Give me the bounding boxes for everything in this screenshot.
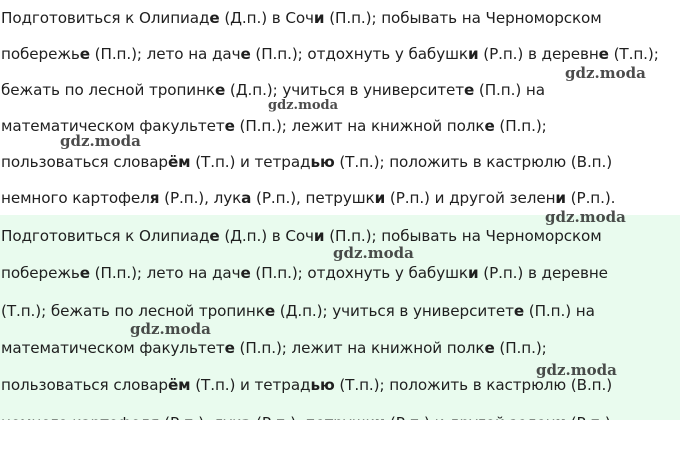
highlighted-ending: ью — [310, 153, 335, 171]
text-segment: (П.п.); отдохнуть у бабушк — [250, 264, 468, 282]
text-segment: (Д.п.) в Соч — [219, 227, 314, 245]
text-segment: (Р.п.). — [565, 189, 616, 207]
watermark: gdz.moda — [536, 361, 617, 379]
highlighted-ending: и — [313, 9, 325, 27]
answer-block-plain — [0, 0, 680, 215]
text-line — [1, 188, 615, 208]
text-segment: Подготовиться к Олипиад — [1, 9, 210, 27]
text-line — [1, 80, 545, 100]
highlighted-ending: ём — [167, 376, 191, 394]
highlighted-ending: е — [214, 81, 226, 99]
highlighted-ending: ём — [167, 153, 191, 171]
text-segment: побережь — [1, 45, 80, 63]
highlighted-ending: е — [463, 81, 475, 99]
highlighted-ending: е — [240, 45, 251, 63]
text-line — [1, 338, 547, 358]
highlighted-ending: я — [149, 189, 160, 207]
text-segment: (Р.п.), петрушк — [251, 189, 375, 207]
text-segment: (П.п.); отдохнуть у бабушк — [250, 45, 468, 63]
text-segment: (П.п.) на — [474, 81, 545, 99]
text-segment: (Р.п.) в деревне — [478, 264, 608, 282]
text-segment: немного картофел — [1, 189, 150, 207]
text-segment: (Т.п.); положить в кастрюлю (В.п.) — [334, 376, 613, 394]
text-segment: (Р.п.) и другой зелен — [385, 189, 556, 207]
highlighted-ending: е — [209, 9, 220, 27]
watermark: gdz.moda — [268, 98, 339, 113]
highlighted-ending: е — [264, 302, 276, 320]
highlighted-ending: е — [209, 227, 220, 245]
text-line — [1, 44, 659, 64]
highlighted-ending: и — [313, 227, 325, 245]
text-segment: (П.п.); — [494, 117, 547, 135]
highlighted-ending: и — [555, 189, 566, 207]
text-segment: (Р.п.) в деревн — [478, 45, 599, 63]
text-segment: (Д.п.) в Соч — [219, 9, 314, 27]
text-segment: (П.п.); побывать на Черноморском — [324, 227, 602, 245]
highlighted-ending: е — [598, 45, 609, 63]
text-segment: (Д.п.); учиться в университет — [225, 81, 464, 99]
text-segment: побережь — [1, 264, 80, 282]
watermark: gdz.moda — [565, 64, 646, 82]
text-segment: (Т.п.) и тетрад — [190, 376, 311, 394]
text-segment: (Т.п.); — [608, 45, 659, 63]
highlighted-ending: а — [241, 189, 252, 207]
highlighted-ending: и — [374, 189, 386, 207]
highlighted-ending: е — [224, 117, 235, 135]
text-line — [1, 375, 612, 395]
text-segment: (П.п.); лежит на книжной полк — [234, 117, 485, 135]
highlighted-ending: е — [484, 339, 495, 357]
highlighted-ending: е — [240, 264, 251, 282]
text-segment: (Т.п.) и тетрад — [190, 153, 311, 171]
highlighted-ending: е — [79, 45, 90, 63]
text-line — [1, 152, 612, 172]
text-line — [1, 301, 595, 321]
text-segment: (П.п.); лето на дач — [89, 45, 241, 63]
text-segment: (П.п.); побывать на Черноморском — [324, 9, 602, 27]
text-segment: пользоваться словар — [1, 153, 168, 171]
watermark: gdz.moda — [60, 132, 141, 150]
highlighted-ending: е — [79, 264, 90, 282]
watermark: gdz.moda — [333, 244, 414, 262]
watermark: gdz.moda — [130, 320, 211, 338]
text-line — [1, 263, 608, 283]
text-segment: (Т.п.); бежать по лесной тропинк — [1, 302, 265, 320]
text-segment: бежать по лесной тропинк — [1, 81, 215, 99]
text-segment: (П.п.); — [494, 339, 547, 357]
text-segment: (П.п.); лежит на книжной полк — [234, 339, 485, 357]
text-line — [1, 226, 602, 246]
highlighted-ending: е — [513, 302, 525, 320]
highlighted-ending: и — [467, 45, 479, 63]
highlighted-ending: ью — [310, 376, 335, 394]
text-segment: (П.п.) на — [524, 302, 595, 320]
text-segment: (П.п.); лето на дач — [89, 264, 241, 282]
text-line — [1, 8, 602, 28]
highlighted-ending: е — [484, 117, 495, 135]
text-segment: математическом факультет — [1, 339, 225, 357]
text-segment: (Д.п.); учиться в университет — [275, 302, 514, 320]
highlighted-ending: е — [224, 339, 235, 357]
text-segment: математическом факультет — [1, 117, 225, 135]
highlighted-ending: и — [467, 264, 479, 282]
text-segment: (Р.п.), лук — [159, 189, 242, 207]
text-segment: Подготовиться к Олипиад — [1, 227, 210, 245]
watermark: gdz.moda — [545, 208, 626, 226]
text-segment: (Т.п.); положить в кастрюлю (В.п.) — [334, 153, 613, 171]
text-segment: пользоваться словар — [1, 376, 168, 394]
page-bottom — [0, 420, 680, 467]
